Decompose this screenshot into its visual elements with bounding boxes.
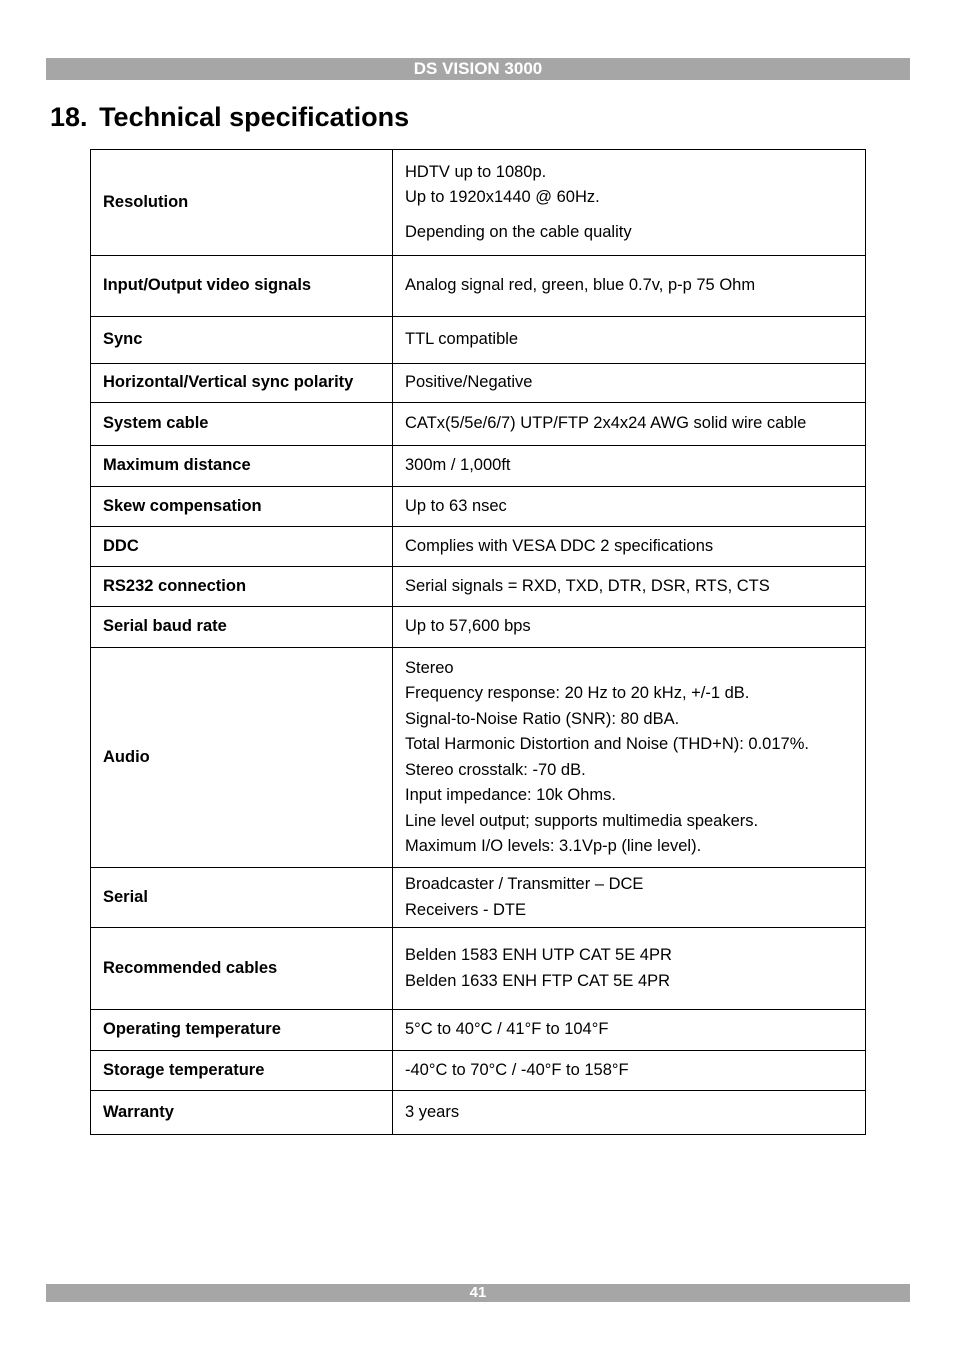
spec-value-line: -40°C to 70°C / -40°F to 158°F (405, 1060, 629, 1079)
spec-row-sync-polarity (91, 364, 866, 403)
spec-value (393, 868, 866, 928)
spec-value (393, 1051, 866, 1091)
spec-label: Input/Output video signals (91, 256, 393, 317)
spec-value-line: 3 years (405, 1102, 460, 1121)
spec-value (393, 648, 866, 868)
spec-value-line: HDTV up to 1080p. (405, 162, 547, 181)
spec-row-operating-temperature (91, 1010, 866, 1051)
spec-label: Recommended cables (91, 928, 393, 1010)
section-heading (50, 100, 409, 134)
header-title: DS VISION 3000 (413, 59, 543, 78)
spec-value (393, 364, 866, 403)
spec-row-sync (91, 317, 866, 364)
spec-label: System cable (91, 403, 393, 446)
spec-label: Serial baud rate (91, 607, 393, 648)
spec-row-skew-compensation (91, 487, 866, 527)
section-title: Technical specifications (99, 102, 410, 132)
spec-label: Maximum distance (91, 446, 393, 487)
spec-value-line: Depending on the cable quality (405, 222, 632, 241)
spec-row-storage-temperature (91, 1051, 866, 1091)
spec-value-line: Receivers - DTE (405, 900, 527, 919)
spec-value-line: Total Harmonic Distortion and Noise (THD+N): 0.017%. (405, 735, 809, 753)
spec-value (393, 1091, 866, 1135)
spec-value-line: Frequency response: 20 Hz to 20 kHz, +/-1 dB. (405, 684, 750, 702)
spec-value (393, 317, 866, 364)
spec-row-baud-rate (91, 607, 866, 648)
spec-value-line: Signal-to-Noise Ratio (SNR): 80 dBA. (405, 709, 680, 728)
spec-label: Audio (91, 648, 393, 868)
spec-value-line: Belden 1583 ENH UTP CAT 5E 4PR (405, 946, 672, 964)
spec-row-video-signals (91, 256, 866, 317)
spec-value-line: Serial signals = RXD, TXD, DTR, DSR, RTS, CTS (405, 576, 770, 595)
spec-label: Operating temperature (91, 1010, 393, 1051)
spec-value (393, 487, 866, 527)
spec-value-line: 5°C to 40°C / 41°F to 104°F (405, 1020, 609, 1039)
spec-value (393, 446, 866, 487)
spec-value (393, 403, 866, 446)
spec-value (393, 607, 866, 648)
spec-value-line: Analog signal red, green, blue 0.7v, p-p 75 Ohm (405, 276, 756, 295)
spec-label: Sync (91, 317, 393, 364)
spec-label: Horizontal/Vertical sync polarity (91, 364, 393, 403)
spec-row-warranty (91, 1091, 866, 1135)
spec-value-line: Up to 57,600 bps (405, 617, 531, 636)
spec-row-maximum-distance (91, 446, 866, 487)
spec-row-rs232 (91, 567, 866, 607)
spec-row-ddc (91, 527, 866, 567)
spec-row-recommended-cables (91, 928, 866, 1010)
spec-value (393, 567, 866, 607)
page-footer (46, 1284, 910, 1302)
spec-value-line: Stereo (405, 658, 454, 677)
section-number: 18. (50, 102, 88, 132)
spec-value-line: Line level output; supports multimedia speakers. (405, 811, 759, 830)
spec-value-line: Input impedance: 10k Ohms. (405, 786, 616, 804)
spec-value-line: CATx(5/5e/6/7) UTP/FTP 2x4x24 AWG solid wire cable (405, 414, 807, 433)
page-header (46, 58, 910, 80)
spec-value-line: Up to 1920x1440 @ 60Hz. (405, 188, 600, 207)
spec-row-system-cable (91, 403, 866, 446)
spec-value-line: Broadcaster / Transmitter – DCE (405, 875, 644, 893)
spec-label: Resolution (91, 150, 393, 256)
spec-row-audio (91, 648, 866, 868)
spec-row-resolution (91, 150, 866, 256)
spec-value (393, 928, 866, 1010)
page-number: 41 (469, 1284, 487, 1301)
spec-value-line: Maximum I/O levels: 3.1Vp-p (line level). (405, 837, 702, 855)
spec-value-line: Up to 63 nsec (405, 496, 507, 515)
spec-label: Storage temperature (91, 1051, 393, 1091)
spec-value-line: Positive/Negative (405, 373, 533, 392)
spec-label: DDC (91, 527, 393, 567)
spec-label: Skew compensation (91, 487, 393, 527)
spec-value-line: Complies with VESA DDC 2 specifications (405, 536, 714, 555)
spec-value-line: TTL compatible (405, 330, 519, 349)
spec-value (393, 1010, 866, 1051)
spec-label: RS232 connection (91, 567, 393, 607)
spec-value (393, 527, 866, 567)
spec-label: Serial (91, 868, 393, 928)
spec-value-line: 300m / 1,000ft (405, 456, 511, 475)
spec-value-line: Stereo crosstalk: -70 dB. (405, 760, 586, 779)
spec-value (393, 256, 866, 317)
spec-table (90, 149, 866, 1135)
spec-value (393, 150, 866, 256)
spec-row-serial (91, 868, 866, 928)
spec-value-line: Belden 1633 ENH FTP CAT 5E 4PR (405, 971, 671, 990)
spec-label: Warranty (91, 1091, 393, 1135)
